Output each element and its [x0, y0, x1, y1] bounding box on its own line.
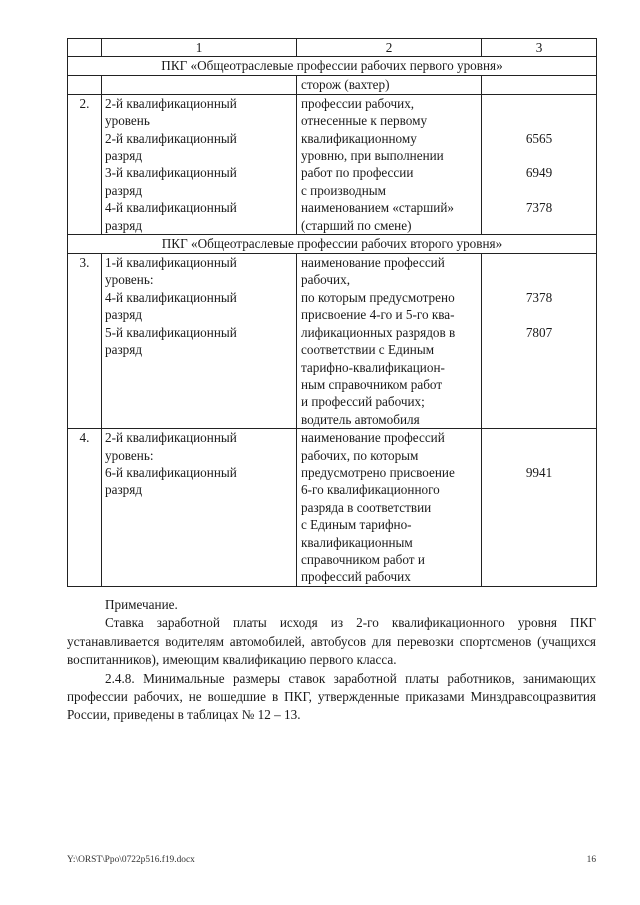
desc-line: отнесенные к первому [301, 113, 428, 129]
level-line: разряд [105, 217, 143, 233]
level-line: уровень: [105, 272, 154, 288]
notes-heading: Примечание. [105, 597, 178, 612]
row-levels [102, 429, 297, 587]
desc-line: профессии рабочих, [301, 95, 415, 111]
header-cell-1: 1 [102, 39, 297, 57]
value-line: 7807 [525, 324, 553, 340]
salary-table [67, 38, 597, 587]
table-row-storozh [68, 76, 597, 94]
level-line: 2-й квалификационный [105, 130, 237, 146]
cell-desc-storozh: сторож (вахтер) [297, 76, 482, 94]
notes-paragraph-1: Ставка заработной платы исходя из 2-го квалификационного уровня ПКГ устанавливается водителям автомобилей, автобусов для перевозки спортсменов (учащихся воспитанников), имеющим квалификацию первого класса. [67, 615, 596, 668]
row-values [482, 94, 597, 234]
value-line [485, 95, 593, 112]
desc-line: тарифно-квалификацион- [301, 359, 445, 375]
desc-line: рабочих, по которым [301, 447, 419, 463]
group-title-1: ПКГ «Общеотраслевые профессии рабочих первого уровня» [68, 57, 597, 76]
value-line [485, 271, 593, 288]
desc-line: работ по профессии [301, 165, 414, 181]
level-line: 4-й квалификационный [105, 200, 237, 216]
group-title-2: ПКГ «Общеотраслевые профессии рабочих второго уровня» [68, 235, 597, 254]
level-line: разряд [105, 182, 143, 198]
value-line [485, 254, 593, 271]
row-description [297, 429, 482, 587]
level-line: разряд [105, 482, 143, 498]
table-header-row [68, 39, 597, 57]
desc-line: уровню, при выполнении [301, 148, 444, 164]
desc-line: водитель автомобиля [301, 411, 420, 427]
row-values [482, 254, 597, 429]
level-line: разряд [105, 307, 143, 323]
cell-num-empty [68, 76, 102, 94]
level-line: 2-й квалификационный [105, 95, 237, 111]
row-values [482, 429, 597, 587]
desc-line: наименование профессий [301, 430, 445, 446]
row-number: 3. [68, 254, 102, 429]
row-number: 4. [68, 429, 102, 587]
desc-line: 6-го квалификационного [301, 482, 440, 498]
table-row-3 [68, 254, 597, 429]
value-line: 7378 [525, 200, 553, 216]
file-path: Y:\ORST\Ppo\0722p516.f19.docx [67, 855, 195, 865]
level-line: разряд [105, 148, 143, 164]
row-number: 2. [68, 94, 102, 234]
value-line [485, 112, 593, 129]
desc-line: присвоение 4-го и 5-го ква- [301, 307, 455, 323]
desc-line: наименованием «старший» [301, 200, 455, 216]
desc-line: ным справочником работ [301, 376, 443, 392]
value-line [485, 429, 593, 446]
header-cell-3: 3 [482, 39, 597, 57]
row-levels [102, 254, 297, 429]
row-description [297, 254, 482, 429]
value-line: 6949 [525, 165, 553, 181]
value-line [485, 306, 593, 323]
desc-line: с производным [301, 182, 386, 198]
desc-line: предусмотрено присвоение [301, 464, 455, 480]
header-cell-2: 2 [297, 39, 482, 57]
desc-line: рабочих, [301, 272, 350, 288]
level-line: уровень [105, 113, 150, 129]
level-line: 2-й квалификационный [105, 430, 237, 446]
desc-line: по которым предусмотрено [301, 289, 455, 305]
level-line: 4-й квалификационный [105, 289, 237, 305]
desc-line: квалификационным [301, 534, 413, 550]
table-row-2 [68, 94, 597, 234]
desc-line: соответствии с Единым [301, 342, 435, 358]
level-line: уровень: [105, 447, 154, 463]
desc-line: наименование профессий [301, 255, 445, 271]
value-line [485, 447, 593, 464]
row-description [297, 94, 482, 234]
level-line: 5-й квалификационный [105, 324, 237, 340]
group-row-1 [68, 57, 597, 76]
notes-paragraph-2: 2.4.8. Минимальные размеры ставок заработной платы работников, занимающих профессии рабочих, не вошедшие в ПКГ, утвержденные приказами Минздравсоцразвития России, приведены в таблицах № 12 – 13. [67, 670, 596, 723]
level-line: 3-й квалификационный [105, 165, 237, 181]
cell-value-empty [482, 76, 597, 94]
value-line: 6565 [525, 130, 553, 146]
group-row-2 [68, 235, 597, 254]
value-line [485, 182, 593, 199]
desc-line: разряда в соответствии [301, 499, 432, 515]
page-number: 16 [586, 855, 596, 865]
level-line: 6-й квалификационный [105, 464, 237, 480]
value-line [485, 147, 593, 164]
desc-line: лификационных разрядов в [301, 324, 456, 340]
row-levels [102, 94, 297, 234]
desc-line: справочником работ и [301, 551, 425, 567]
notes-section [67, 596, 596, 725]
desc-line: и профессий рабочих; [301, 394, 425, 410]
desc-line: (старший по смене) [301, 217, 412, 233]
value-line: 7378 [525, 289, 553, 305]
desc-line: квалификационному [301, 130, 417, 146]
cell-level-empty [102, 76, 297, 94]
table-row-4 [68, 429, 597, 587]
level-line: разряд [105, 342, 143, 358]
header-cell-0 [68, 39, 102, 57]
level-line: 1-й квалификационный [105, 255, 237, 271]
desc-line: профессий рабочих [301, 569, 411, 585]
desc-line: с Единым тарифно- [301, 517, 412, 533]
value-line: 9941 [525, 464, 553, 480]
